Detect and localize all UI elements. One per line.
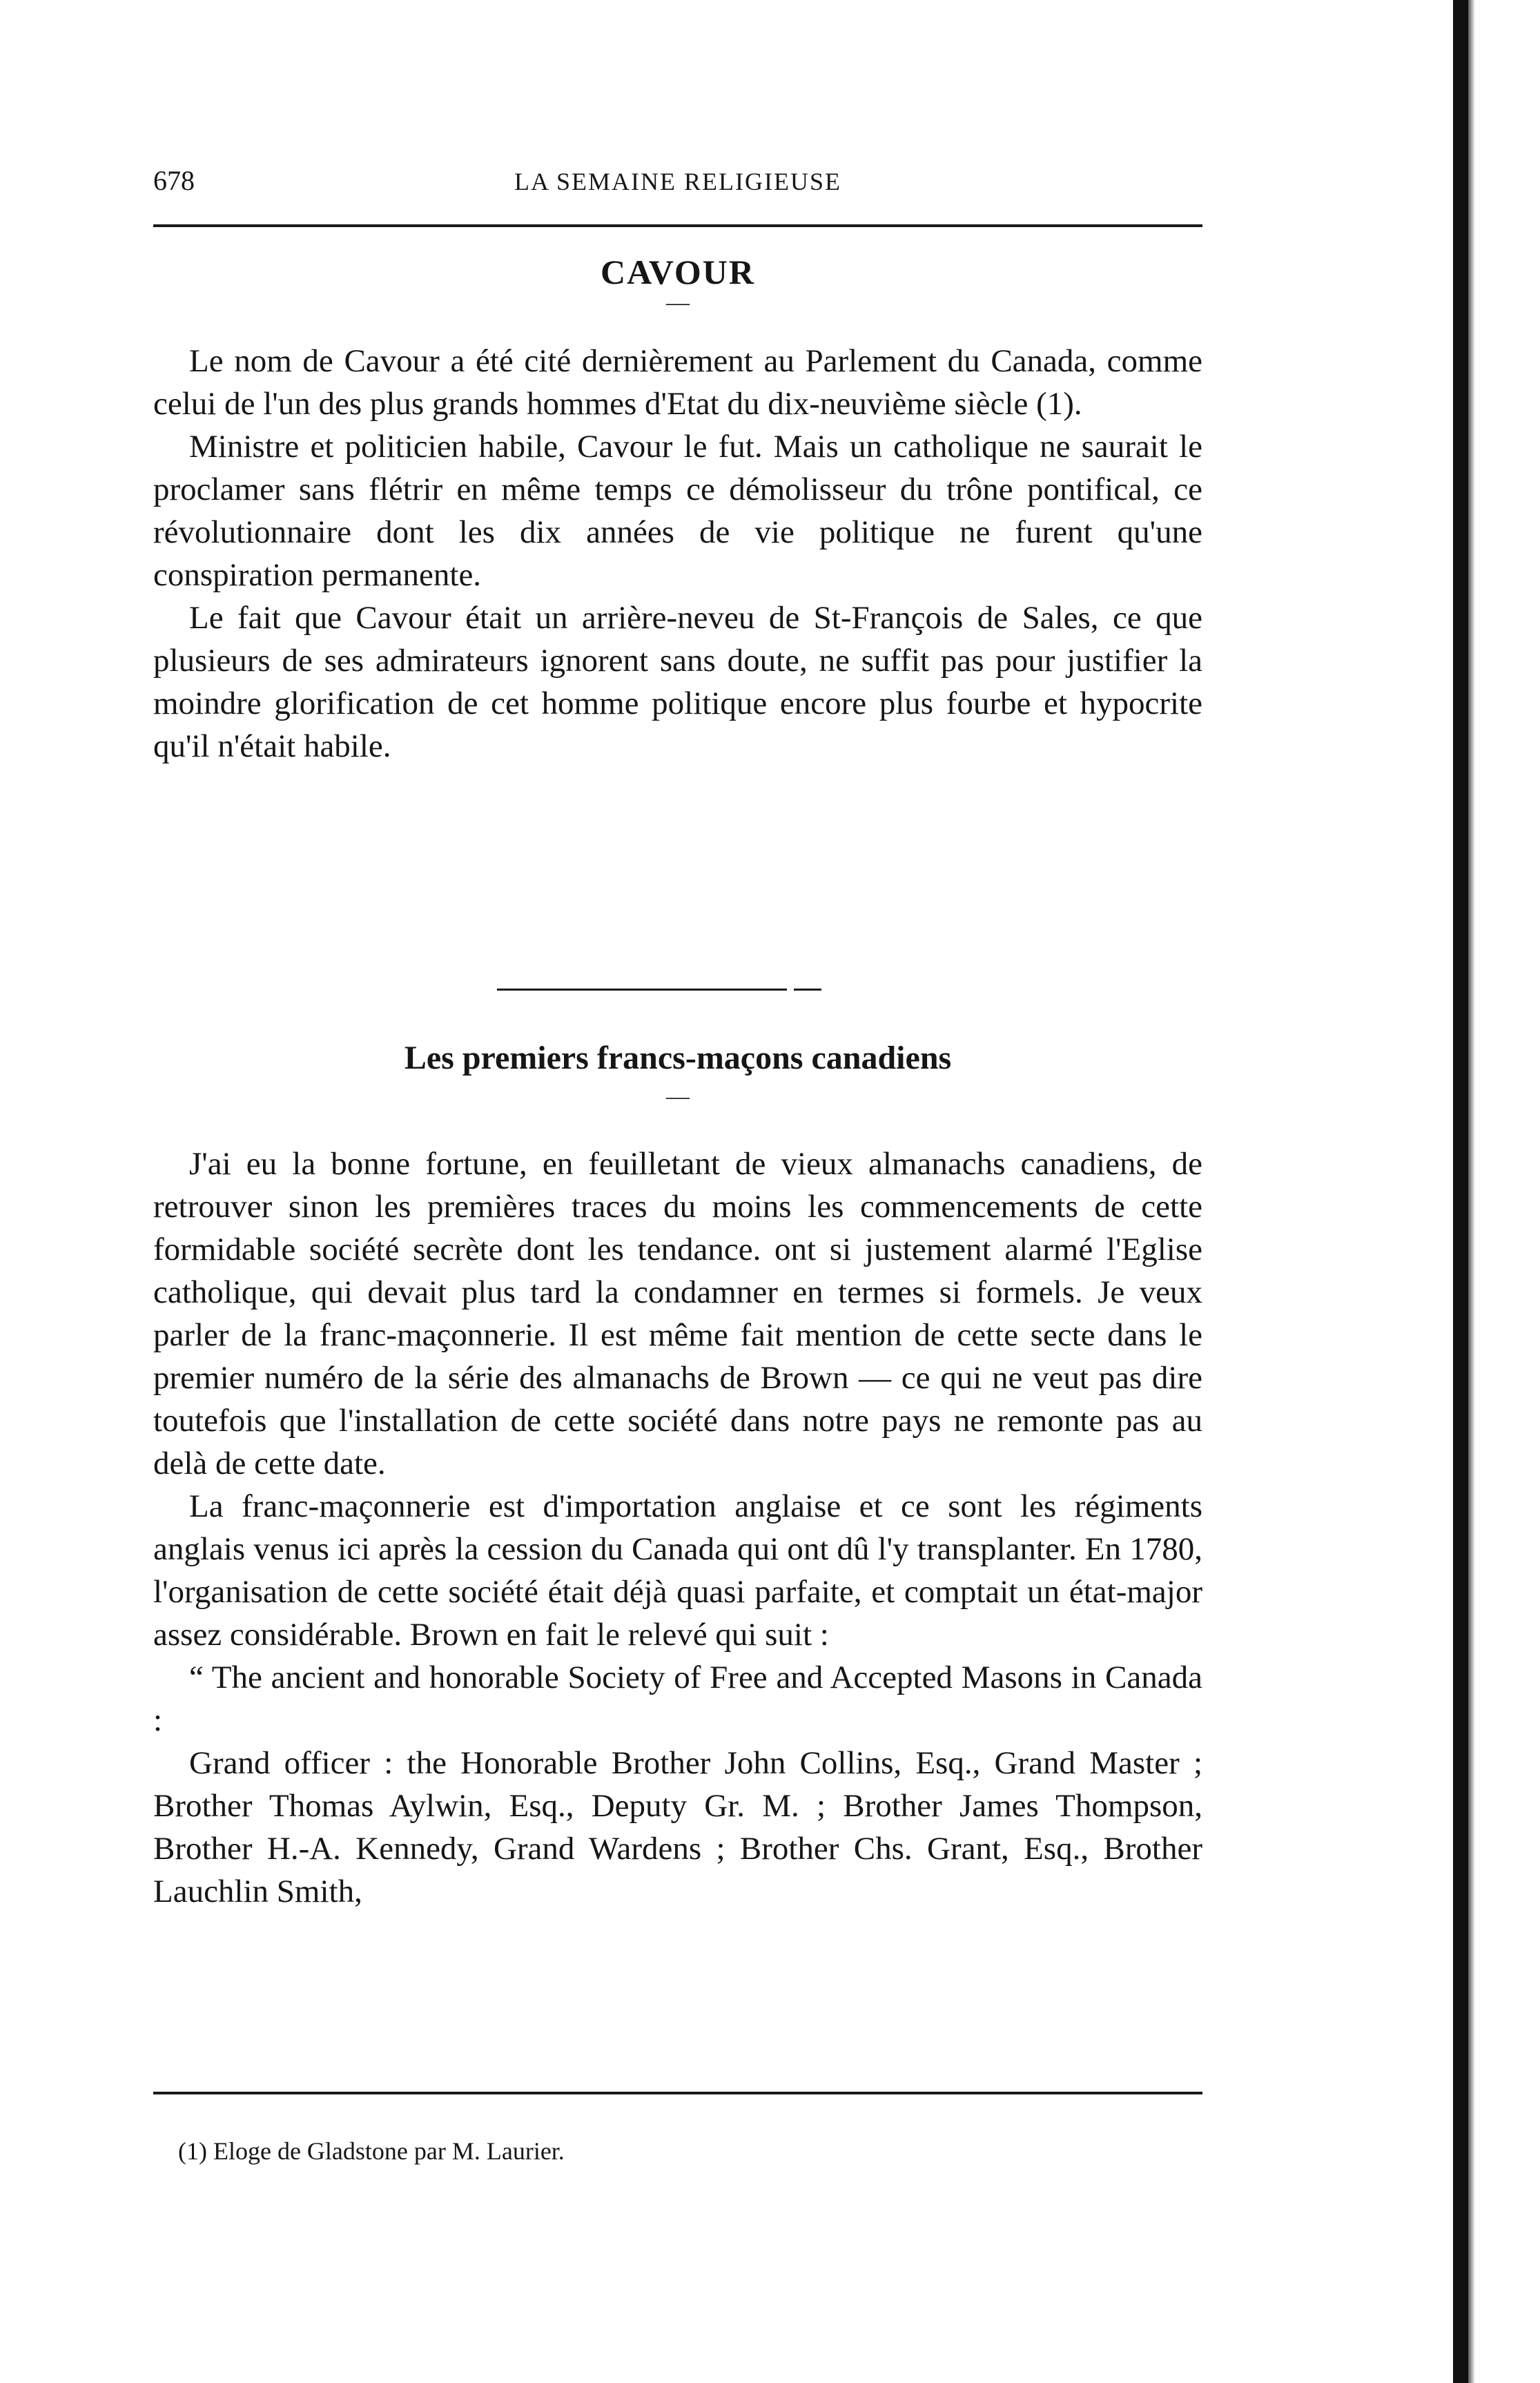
paragraph: La franc-maçonnerie est d'importation anglaise et ce sont les régiments anglais venus ici après la cession du Canada qui ont dû l'y transplanter. En 1780, l'organisation de cette société était déjà quasi parfaite, et comptait un état-major assez considérable. Brown en fait le relevé qui suit : [153, 1488, 1202, 1653]
title-separator: — [666, 1084, 690, 1109]
paragraph: Grand officer : the Honorable Brother John Collins, Esq., Grand Master ; Brother Thomas Aylwin, Esq., Deputy Gr. M. ; Brother James Thompson, Brother H.-A. Kennedy, Grand Wardens ; Brother Chs. Grant, Esq., Brother Lauchlin Smith, [153, 1745, 1202, 1909]
paragraph: Ministre et politicien habile, Cavour le fut. Mais un catholique ne saurait le proclamer sans flétrir en même temps ce démolisseur du trône pontifical, ce révolutionnaire dont les dix années de vie politique ne furent qu'une conspiration permanente. [153, 429, 1202, 593]
page-edge-gradient [1468, 0, 1475, 2383]
article-title-cavour: CAVOUR [601, 253, 755, 291]
header-rule [153, 224, 1202, 227]
article-title-francs-macons: Les premiers francs-maçons canadiens [404, 1040, 952, 1076]
page-header [153, 164, 1202, 206]
running-title: LA SEMAINE RELIGIEUSE [514, 168, 841, 195]
paragraph: J'ai eu la bonne fortune, en feuilletant de vieux almanachs canadiens, de retrouver sinon les premières traces du moins les commencements de cette formidable société secrète dont les tendance. ont si justement alarmé l'Eglise catholique, qui devait plus tard la condamner en termes si formels. Je veux parler de la franc-maçonnerie. Il est même fait mention de cette secte dans le premier numéro de la série des almanachs de Brown — ce qui ne veut pas dire toutefois que l'installation de cette société dans notre pays ne remonte pas au delà de cette date. [153, 1146, 1202, 1481]
section-divider [497, 989, 787, 991]
page-number: 678 [153, 165, 195, 196]
page-edge-shadow [1453, 0, 1468, 2383]
paragraph: Le fait que Cavour était un arrière-neveu de St-François de Sales, ce que plusieurs de ses admirateurs ignorent sans doute, ne suffit pas pour justifier la moindre glorification de cet homme politique encore plus fourbe et hypocrite qu'il n'était habile. [153, 600, 1202, 764]
section-divider-dash [794, 989, 821, 991]
paragraph: “ The ancient and honorable Society of Free and Accepted Masons in Canada : [153, 1660, 1202, 1738]
article-body-francs-macons [153, 1142, 1202, 1913]
paragraph: Le nom de Cavour a été cité dernièrement au Parlement du Canada, comme celui de l'un des plus grands hommes d'Etat du dix-neuvième siècle (1). [153, 343, 1202, 422]
article-body-cavour [153, 340, 1202, 768]
footnote-rule [153, 2092, 1202, 2094]
title-separator: — [666, 290, 690, 315]
footnote: (1) Eloge de Gladstone par M. Laurier. [178, 2137, 565, 2165]
